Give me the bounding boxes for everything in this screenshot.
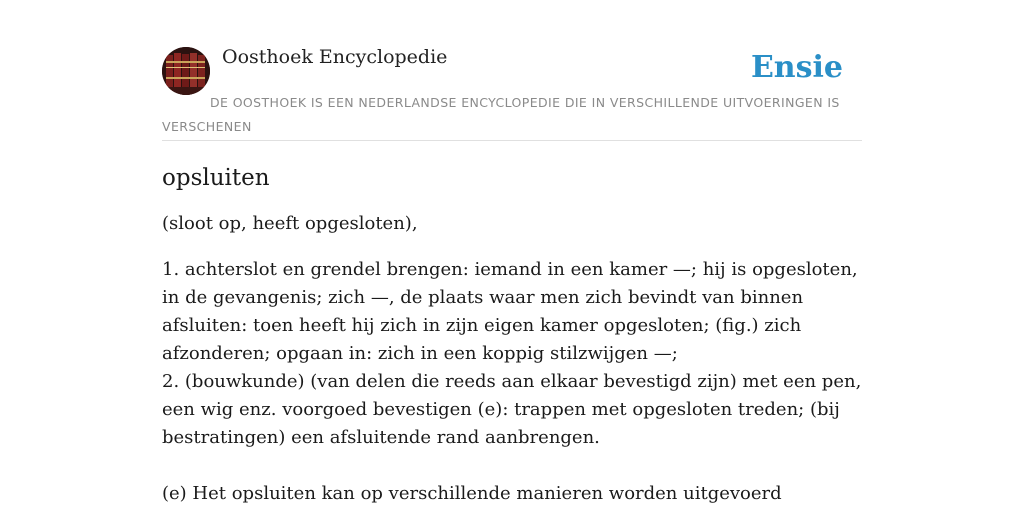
definition-1: 1. achterslot en grendel brengen: iemand in een kamer —; hij is opgesloten, in de gevangenis; zich —, de plaats waar men zich bevindt van binnen afsluiten: toen heeft hij zich in zijn eigen kamer opgesloten; (fig.) zich afzonderen; opgaan in: zich in een koppig stilzwijgen —; — [162, 259, 858, 364]
entry-definitions — [162, 256, 862, 452]
definition-2: 2. (bouwkunde) (van delen die reeds aan elkaar bevestigd zijn) met een pen, een wig enz. voorgoed bevestigen (e): trappen met opgesloten treden; (bij bestratingen) een afsluitende rand aanbrengen. — [162, 371, 862, 448]
brand-logo[interactable]: Ensie — [750, 50, 843, 85]
entry-title: opsluiten — [162, 165, 270, 191]
encyclopedia-books-icon[interactable] — [162, 47, 210, 95]
entry-note: (e) Het opsluiten kan op verschillende manieren worden uitgevoerd — [162, 483, 782, 504]
entry-content — [162, 160, 862, 508]
entry-grammar: (sloot op, heeft opgesloten), — [162, 213, 418, 234]
site-title[interactable]: Oosthoek Encyclopedie — [222, 46, 448, 68]
site-header — [162, 46, 862, 141]
site-tagline: DE OOSTHOEK IS EEN NEDERLANDSE ENCYCLOPEDIE DIE IN VERSCHILLENDE UITVOERINGEN IS VERSCHENEN — [162, 95, 840, 134]
